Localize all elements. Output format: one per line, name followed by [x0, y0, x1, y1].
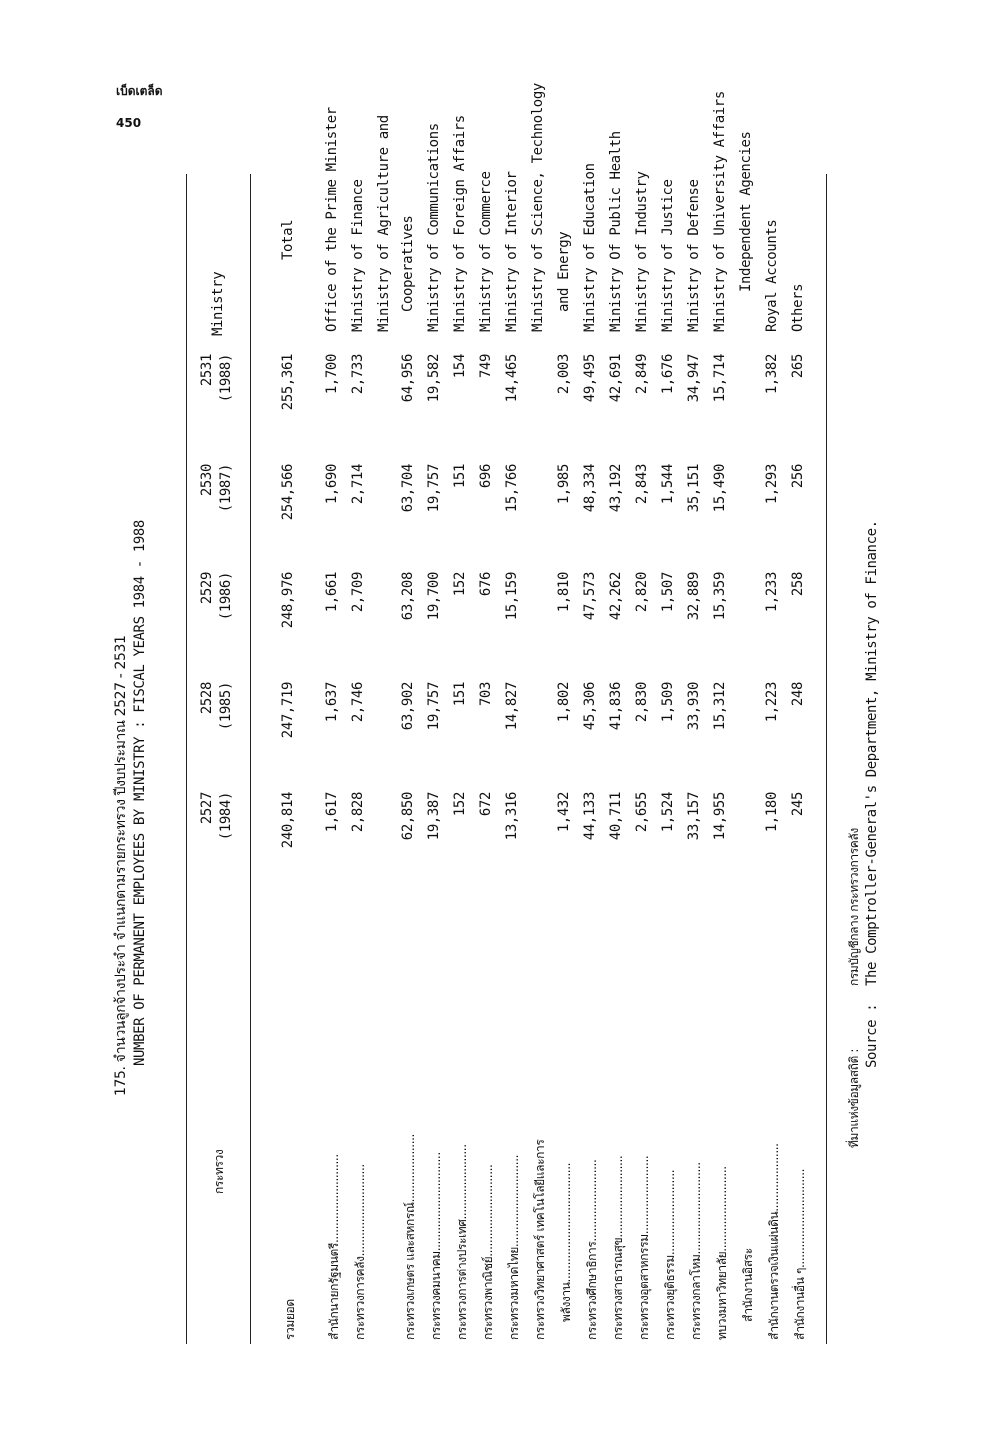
cell-value: 2,849 [634, 354, 650, 395]
row-label-english: Office of the Prime Minister [324, 107, 340, 332]
row-label-english: Ministry of Industry [634, 171, 650, 332]
cell-value: 44,133 [582, 792, 598, 841]
cell-value: 63,208 [400, 572, 416, 621]
cell-value: 15,359 [712, 572, 728, 621]
row-label-english: Ministry of University Affairs [712, 91, 728, 332]
row-label-english: Ministry of Foreign Affairs [452, 115, 468, 332]
cell-value: 33,930 [686, 682, 702, 731]
cell-value: 151 [452, 682, 468, 707]
cell-value: 703 [478, 682, 494, 707]
row-label-english: Independent Agencies [738, 131, 754, 292]
cell-value: 696 [478, 464, 494, 489]
source-label-english: Source : [864, 1003, 880, 1068]
cell-value: 49,495 [582, 354, 598, 403]
cell-value: 1,700 [324, 354, 340, 395]
cell-value: 1,509 [660, 682, 676, 723]
year-header [198, 354, 236, 464]
cell-value: 1,382 [764, 354, 780, 395]
cell-value: 152 [452, 792, 468, 817]
cell-value: 1,690 [324, 464, 340, 505]
cell-value: 63,704 [400, 464, 416, 513]
cell-value: 47,573 [582, 572, 598, 621]
year-be: 2527 [199, 792, 215, 825]
cell-value: 152 [452, 572, 468, 597]
cell-value: 1,544 [660, 464, 676, 505]
cell-value: 749 [478, 354, 494, 379]
cell-value: 1,293 [764, 464, 780, 505]
cell-value: 35,151 [686, 464, 702, 513]
cell-value: 45,306 [582, 682, 598, 731]
year-ce: (1986) [218, 572, 234, 621]
cell-value: 1,637 [324, 682, 340, 723]
cell-value: 676 [478, 572, 494, 597]
cell-value: 19,700 [426, 572, 442, 621]
cell-value: 15,714 [712, 354, 728, 403]
cell-value: 15,490 [712, 464, 728, 513]
cell-value: 14,955 [712, 792, 728, 841]
row-label-thai: รวมยอด [283, 1299, 297, 1340]
row-label-thai: สำนักงานอิสระ [741, 1248, 755, 1322]
year-be: 2528 [199, 682, 215, 715]
cell-value: 247,719 [280, 682, 296, 739]
row-label-english: Ministry of Commerce [478, 171, 494, 332]
cell-value: 1,985 [556, 464, 572, 505]
cell-value: 32,889 [686, 572, 702, 621]
cell-value: 15,766 [504, 464, 520, 513]
cell-value: 1,661 [324, 572, 340, 613]
row-label-thai: สำนักงานตรวจเงินแผ่นดิน.................... [767, 1143, 781, 1340]
year-ce: (1987) [218, 464, 234, 513]
cell-value: 19,582 [426, 354, 442, 403]
year-ce: (1984) [218, 792, 234, 841]
cell-value: 2,828 [350, 792, 366, 833]
cell-value: 672 [478, 792, 494, 817]
row-label-thai: ทบวงมหาวิทยาลัย......................... [715, 1166, 729, 1340]
top-rule [186, 174, 187, 1344]
cell-value: 245 [790, 792, 806, 817]
cell-value: 2,733 [350, 354, 366, 395]
row-label-thai: กระทรวงคมนาคม............................. [429, 1152, 443, 1340]
row-label-thai: กระทรวงเกษตร และสหกรณ์.................... [403, 1134, 417, 1340]
cell-value: 14,827 [504, 682, 520, 731]
year-be: 2531 [199, 354, 215, 387]
cell-value: 1,223 [764, 682, 780, 723]
cell-value: 19,757 [426, 464, 442, 513]
row-label-english: Ministry of Finance [350, 179, 366, 332]
row-label-thai: กระทรวงการคลัง........................... [353, 1164, 367, 1340]
cell-value: 42,691 [608, 354, 624, 403]
row-label-english: Total [280, 219, 296, 260]
row-label-thai: กระทรวงวิทยาศาสตร์ เทคโนโลยีและการ [533, 1139, 547, 1340]
cell-value: 14,465 [504, 354, 520, 403]
row-label-thai: กระทรวงอุตสาหกรรม....................... [637, 1155, 651, 1340]
row-label-thai: กระทรวงมหาดไทย........................... [507, 1154, 521, 1340]
cell-value: 64,956 [400, 354, 416, 403]
row-label-thai: กระทรวงพาณิชย์........................... [481, 1164, 495, 1340]
header-rule [250, 174, 251, 1344]
row-label-english: Ministry of Justice [660, 179, 676, 332]
cell-value: 34,947 [686, 354, 702, 403]
table-title-english: NUMBER OF PERMANENT EMPLOYEES BY MINISTRY : FISCAL YEARS 1984 - 1988 [132, 520, 148, 1066]
cell-value: 15,312 [712, 682, 728, 731]
cell-value: 255,361 [280, 354, 296, 411]
row-label-thai: กระทรวงศึกษาธิการ........................ [585, 1159, 599, 1340]
row-label-english: Ministry of Interior [504, 171, 520, 332]
cell-value: 2,714 [350, 464, 366, 505]
row-label-english: Cooperatives [400, 215, 416, 312]
year-header [198, 572, 236, 682]
source-text-english: The Comptroller-General's Department, Ministry of Finance. [864, 520, 880, 986]
cell-value: 41,836 [608, 682, 624, 731]
cell-value: 19,757 [426, 682, 442, 731]
source-label-thai: ที่มาแห่งข้อมูลสถิติ : [847, 1049, 861, 1148]
row-label-english: Ministry of Science, Technology [530, 83, 546, 332]
year-header [198, 792, 236, 902]
row-label-english: Ministry of Education [582, 163, 598, 332]
cell-value: 19,387 [426, 792, 442, 841]
cell-value: 2,843 [634, 464, 650, 505]
cell-value: 1,507 [660, 572, 676, 613]
cell-value: 43,192 [608, 464, 624, 513]
cell-value: 2,655 [634, 792, 650, 833]
cell-value: 1,432 [556, 792, 572, 833]
cell-value: 1,802 [556, 682, 572, 723]
page-number: 450 [116, 116, 142, 130]
cell-value: 258 [790, 572, 806, 597]
row-label-thai: สำนักนายกรัฐมนตรี.......................... [327, 1154, 341, 1340]
cell-value: 1,180 [764, 792, 780, 833]
cell-value: 1,524 [660, 792, 676, 833]
cell-value: 1,617 [324, 792, 340, 833]
cell-value: 33,157 [686, 792, 702, 841]
year-be: 2529 [199, 572, 215, 605]
cell-value: 154 [452, 354, 468, 379]
row-label-thai: กระทรวงสาธารณสุข........................ [611, 1155, 625, 1340]
cell-value: 240,814 [280, 792, 296, 849]
row-label-english: Others [790, 283, 806, 332]
row-label-english: Ministry of Defense [686, 179, 702, 332]
cell-value: 151 [452, 464, 468, 489]
row-label-english: Royal Accounts [764, 219, 780, 332]
row-label-english: and Energy [556, 231, 572, 312]
row-label-thai: พลังงาน................................... [559, 1162, 573, 1322]
row-label-thai: กระทรวงกลาโหม........................... [689, 1162, 703, 1340]
row-label-thai: สำนักงานอื่น ๆ............................. [793, 1168, 807, 1340]
cell-value: 256 [790, 464, 806, 489]
table-title-thai: 175. จำนวนลูกจ้างประจำ จำแนกตามรายกระทรวง ปีงบประมาณ 2527 - 2531 [113, 635, 129, 1096]
column-header-english: Ministry [210, 271, 226, 336]
row-label-english: Ministry Of Public Health [608, 131, 624, 332]
cell-value: 2,830 [634, 682, 650, 723]
cell-value: 2,709 [350, 572, 366, 613]
cell-value: 2,003 [556, 354, 572, 395]
column-header-thai: กระทรวง [212, 1149, 226, 1194]
cell-value: 1,233 [764, 572, 780, 613]
cell-value: 2,746 [350, 682, 366, 723]
section-header: เบ็ดเตล็ด [116, 84, 163, 98]
cell-value: 2,820 [634, 572, 650, 613]
year-header [198, 682, 236, 792]
cell-value: 265 [790, 354, 806, 379]
cell-value: 15,159 [504, 572, 520, 621]
year-ce: (1985) [218, 682, 234, 731]
cell-value: 42,262 [608, 572, 624, 621]
year-header [198, 464, 236, 574]
cell-value: 254,566 [280, 464, 296, 521]
year-be: 2530 [199, 464, 215, 497]
cell-value: 48,334 [582, 464, 598, 513]
cell-value: 248,976 [280, 572, 296, 629]
cell-value: 13,316 [504, 792, 520, 841]
year-ce: (1988) [218, 354, 234, 403]
cell-value: 1,810 [556, 572, 572, 613]
cell-value: 1,676 [660, 354, 676, 395]
cell-value: 63,902 [400, 682, 416, 731]
source-text-thai: กรมบัญชีกลาง กระทรวงการคลัง [847, 828, 861, 986]
cell-value: 248 [790, 682, 806, 707]
row-label-thai: กระทรวงยุติธรรม......................... [663, 1169, 677, 1340]
cell-value: 40,711 [608, 792, 624, 841]
row-label-thai: กระทรวงการต่างประเทศ...................... [455, 1144, 469, 1340]
row-label-english: Ministry of Agriculture and [376, 115, 392, 332]
row-label-english: Ministry of Communications [426, 123, 442, 332]
bottom-rule [826, 174, 827, 1344]
cell-value: 62,850 [400, 792, 416, 841]
